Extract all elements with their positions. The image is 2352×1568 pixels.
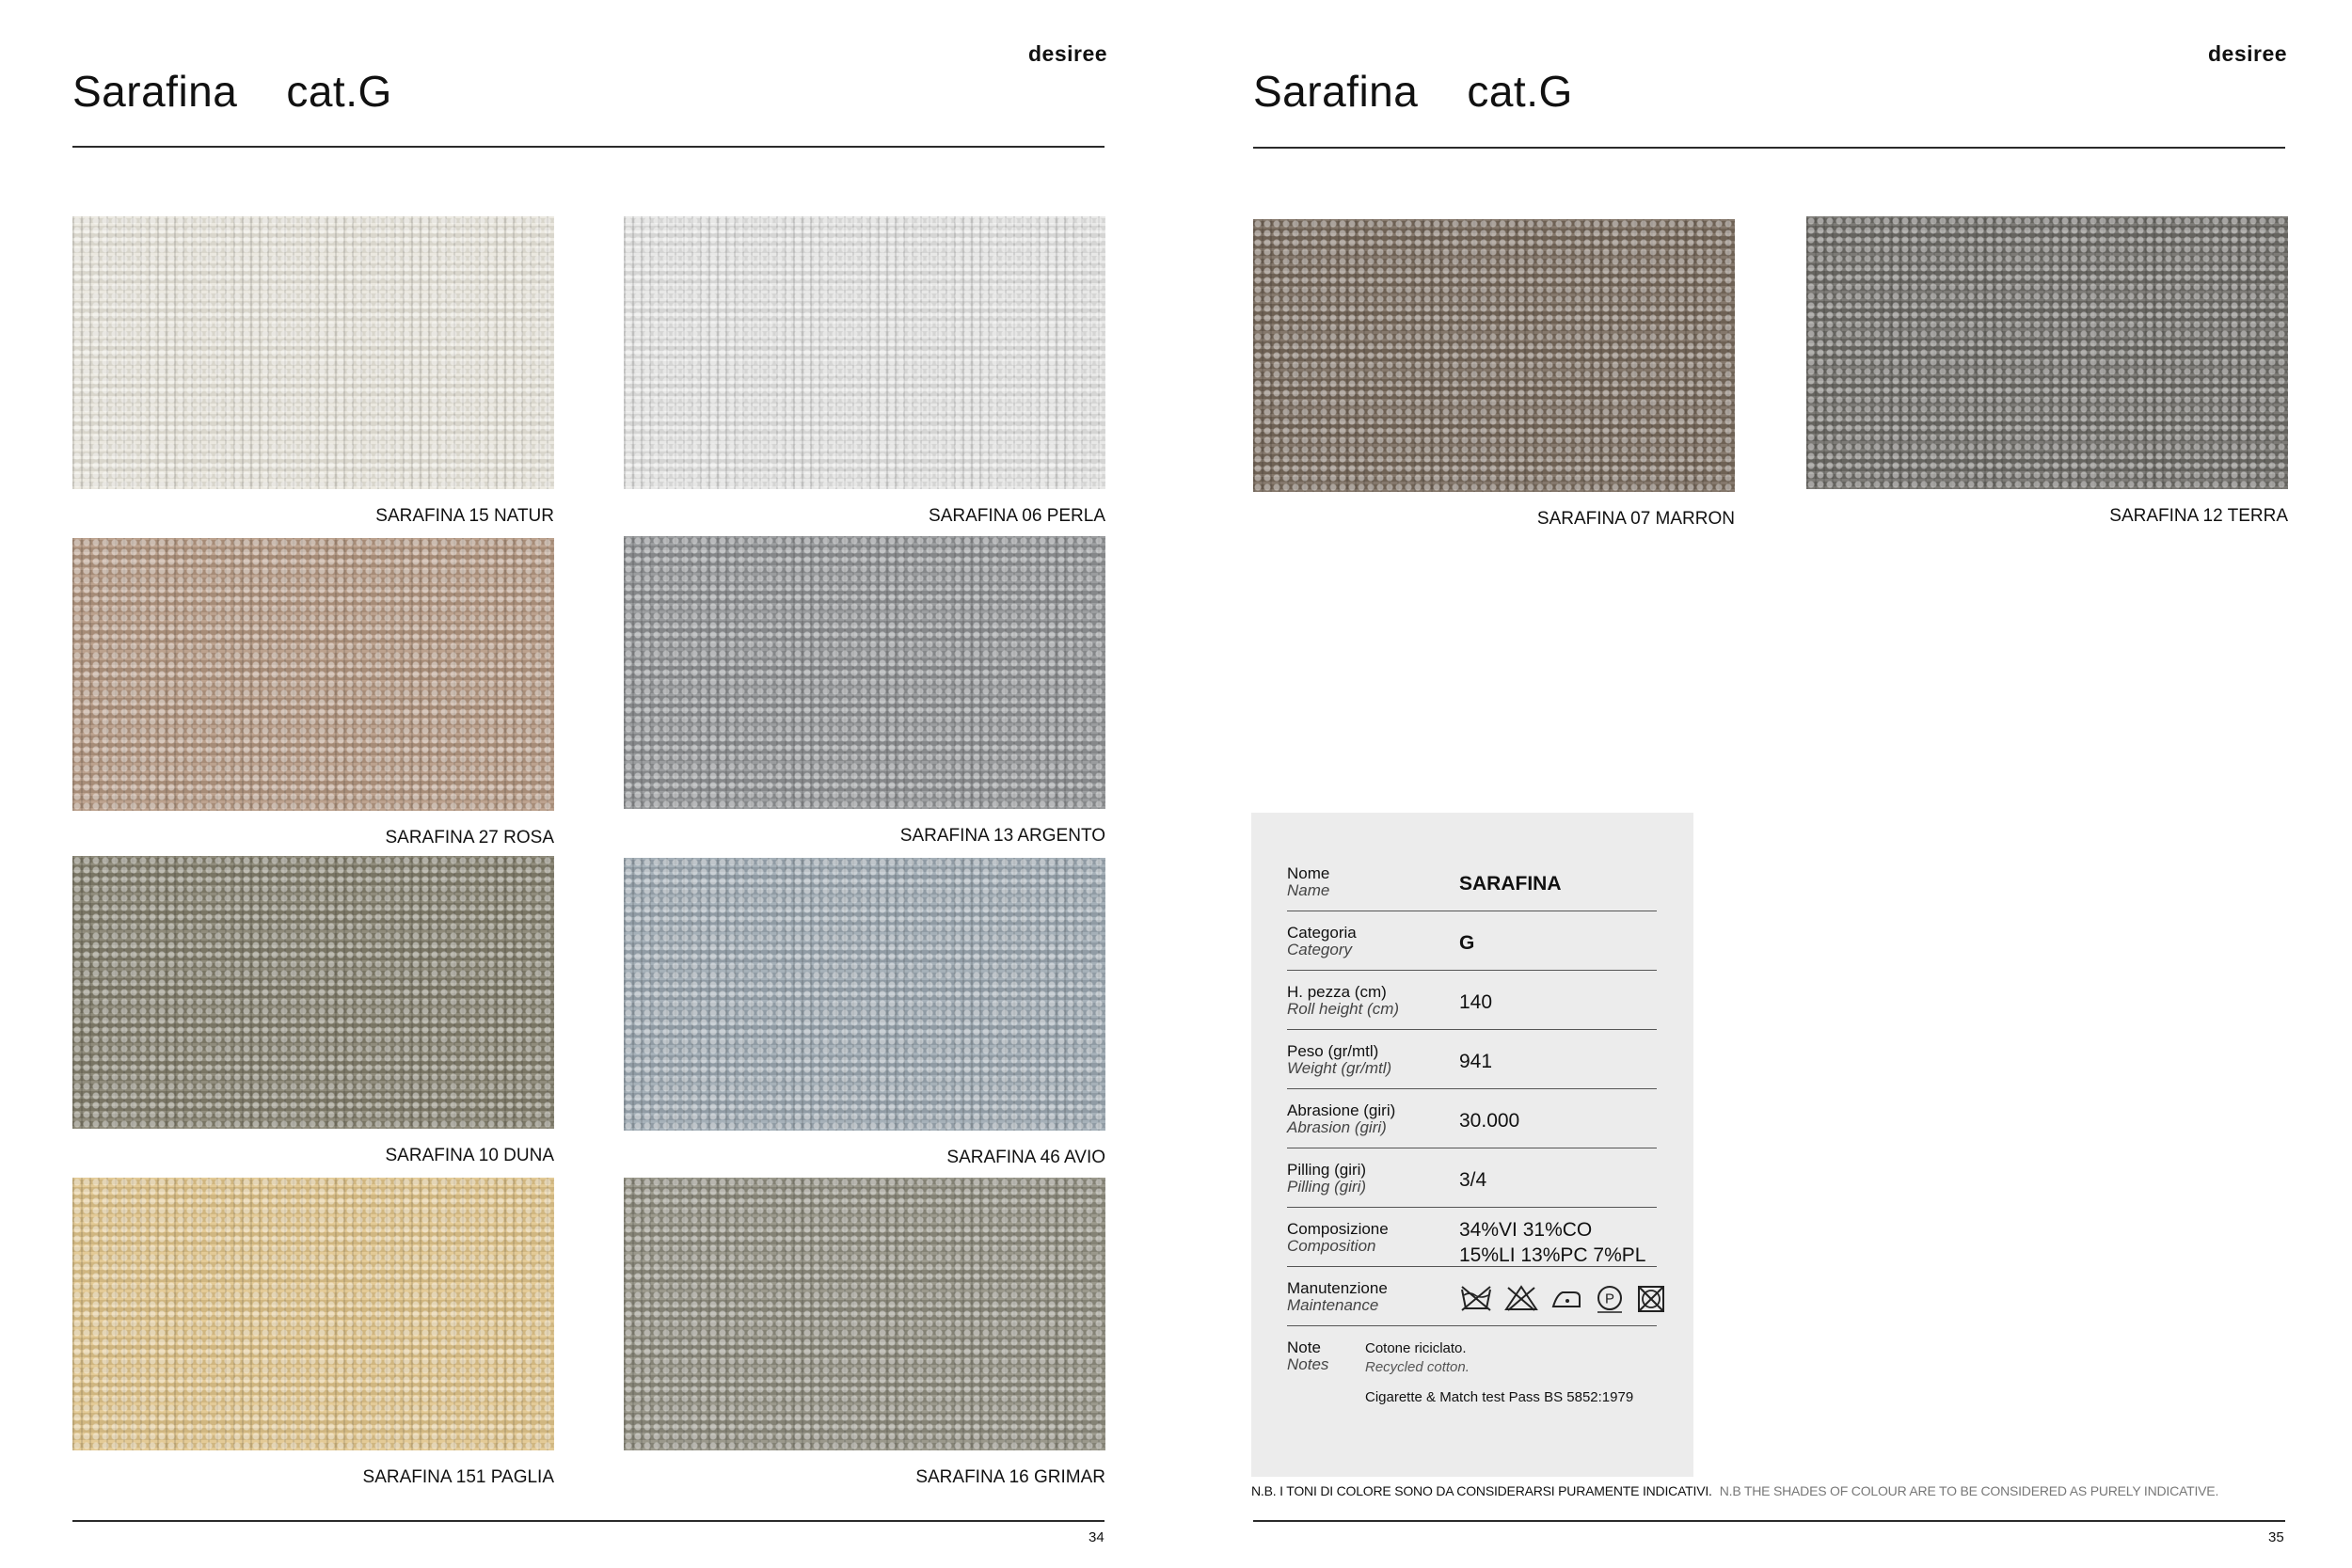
no-bleach-icon [1504, 1284, 1538, 1312]
spec-row-pilling [1287, 1148, 1657, 1208]
spec-table [1251, 813, 1693, 1477]
header-rule [72, 146, 1104, 148]
no-wash-icon [1459, 1284, 1493, 1312]
care-icons [1459, 1284, 1666, 1314]
spec-value: SARAFINA [1459, 873, 1562, 895]
spec-row-abrasion [1287, 1089, 1657, 1148]
spec-label-en: Pilling (giri) [1287, 1178, 1367, 1196]
spec-label: Composizione [1287, 1220, 1389, 1238]
fabric-swatch [72, 538, 554, 811]
spec-label: Categoria [1287, 924, 1357, 942]
spec-value: 3/4 [1459, 1169, 1487, 1191]
spec-value: 140 [1459, 991, 1493, 1013]
swatch-card[interactable] [624, 1178, 1105, 1487]
spec-value: 30.000 [1459, 1110, 1520, 1132]
swatch-card[interactable] [72, 1178, 554, 1487]
brand-logo: desiree [2208, 41, 2288, 66]
spec-value: G [1459, 932, 1475, 954]
page-number: 35 [2268, 1529, 2284, 1545]
spec-row-weight [1287, 1030, 1657, 1089]
header-rule [1253, 147, 2285, 149]
fabric-swatch [72, 856, 554, 1129]
spec-row-composition [1287, 1208, 1657, 1267]
page-title [72, 66, 392, 117]
fabric-category: cat.G [286, 67, 392, 116]
spec-label-en: Notes [1287, 1355, 1329, 1373]
spec-label: Nome [1287, 864, 1330, 882]
swatch-card[interactable] [624, 536, 1105, 846]
spec-label-en: Roll height (cm) [1287, 1000, 1400, 1018]
swatch-card[interactable] [1806, 216, 2288, 526]
swatch-label: SARAFINA 46 AVIO [946, 1148, 1105, 1167]
disclaimer-it: N.B. I TONI DI COLORE SONO DA CONSIDERARSI PURAMENTE INDICATIVI. [1251, 1483, 1712, 1498]
note-en: Recycled cotton. [1365, 1359, 1470, 1375]
swatch-card[interactable] [624, 858, 1105, 1167]
spec-row-notes [1287, 1326, 1657, 1439]
disclaimer-en: N.B THE SHADES OF COLOUR ARE TO BE CONSIDERED AS PURELY INDICATIVE. [1719, 1483, 2219, 1498]
composition-line: 15%LI 13%PC 7%PL [1459, 1244, 1646, 1266]
spec-label: Manutenzione [1287, 1279, 1388, 1297]
footer-rule [72, 1520, 1104, 1522]
fabric-swatch [624, 216, 1105, 489]
iron-low-icon [1549, 1284, 1583, 1312]
swatch-card[interactable] [1253, 219, 1735, 529]
swatch-card[interactable] [72, 538, 554, 847]
fabric-name: Sarafina [1253, 67, 1419, 116]
swatch-label: SARAFINA 07 MARRON [1536, 509, 1735, 529]
swatch-label: SARAFINA 13 ARGENTO [899, 826, 1105, 846]
spec-row-maintenance [1287, 1267, 1657, 1326]
spec-label: Peso (gr/mtl) [1287, 1042, 1379, 1060]
fabric-name: Sarafina [72, 67, 238, 116]
dry-clean-p-icon [1595, 1284, 1625, 1314]
composition-line: 34%VI 31%CO [1459, 1219, 1593, 1241]
brand-logo: desiree [1028, 41, 1108, 66]
fabric-swatch [624, 536, 1105, 809]
swatch-label: SARAFINA 12 TERRA [2109, 506, 2288, 526]
swatch-label: SARAFINA 27 ROSA [385, 828, 554, 847]
fabric-swatch [1806, 216, 2288, 489]
spec-label-en: Weight (gr/mtl) [1287, 1059, 1392, 1077]
fabric-swatch [1253, 219, 1735, 492]
spec-label: Note [1287, 1338, 1321, 1356]
spec-label: Pilling (giri) [1287, 1161, 1367, 1179]
swatch-label: SARAFINA 16 GRIMAR [915, 1467, 1105, 1487]
spec-label-en: Name [1287, 881, 1330, 899]
note-fire-test: Cigarette & Match test Pass BS 5852:1979 [1365, 1389, 1634, 1405]
fabric-category: cat.G [1467, 67, 1573, 116]
no-tumble-dry-icon [1636, 1284, 1666, 1314]
spec-value: 941 [1459, 1051, 1493, 1072]
spec-label-en: Composition [1287, 1237, 1376, 1255]
spec-row-category [1287, 911, 1657, 971]
fabric-swatch [72, 1178, 554, 1450]
footer-rule [1253, 1520, 2285, 1522]
swatch-label: SARAFINA 10 DUNA [385, 1146, 554, 1165]
fabric-swatch [624, 858, 1105, 1131]
swatch-label: SARAFINA 15 NATUR [375, 506, 554, 526]
spec-label: Abrasione (giri) [1287, 1101, 1396, 1119]
spec-value [1459, 1217, 1645, 1268]
spec-label-en: Category [1287, 941, 1352, 958]
svg-text:P: P [1604, 1291, 1615, 1307]
page-title [1253, 66, 1573, 117]
swatch-card[interactable] [72, 856, 554, 1165]
swatch-card[interactable] [72, 216, 554, 526]
color-disclaimer [1251, 1483, 2218, 1498]
swatch-label: SARAFINA 06 PERLA [929, 506, 1105, 526]
swatch-label: SARAFINA 151 PAGLIA [362, 1467, 554, 1487]
swatch-card[interactable] [624, 216, 1105, 526]
fabric-swatch [624, 1178, 1105, 1450]
fabric-swatch [72, 216, 554, 489]
right-page [1176, 0, 2352, 1568]
page-number: 34 [1089, 1529, 1104, 1545]
spec-label-en: Abrasion (giri) [1287, 1118, 1387, 1136]
spec-row-name [1287, 852, 1657, 911]
notes-text [1365, 1339, 1633, 1407]
note-it: Cotone riciclato. [1365, 1340, 1467, 1356]
spec-row-roll-height [1287, 971, 1657, 1030]
spec-label: H. pezza (cm) [1287, 983, 1387, 1001]
spec-label-en: Maintenance [1287, 1296, 1379, 1314]
